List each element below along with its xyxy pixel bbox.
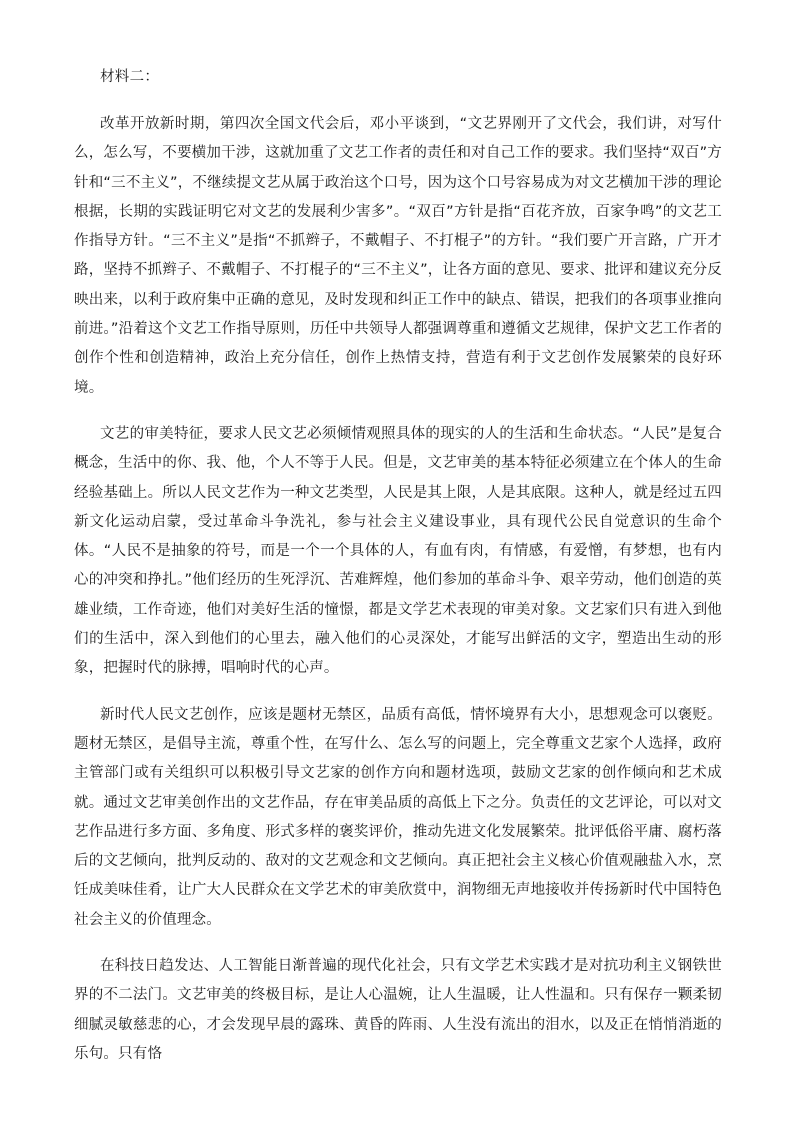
paragraph-2: 文艺的审美特征，要求人民文艺必须倾情观照具体的现实的人的生活和生命状态。“人民”是复合概念，生活中的你、我、他，个人不等于人民。但是，文艺审美的基本特征必须建立在个体人的生命经验基础上。所以人民文艺作为一种文艺类型，人民是其上限，人是其底限。这种人，就是经过五四新文化运动启蒙，受过革命斗争洗礼，参与社会主义建设事业，具有现代公民自觉意识的生命个体。“人民不是抽象的符号，而是一个一个具体的人，有血有肉，有情感，有爱憎，有梦想，也有内心的冲突和挣扎。”他们经历的生死浮沉、苦难辉煌，他们参加的革命斗争、艰辛劳动，他们创造的英雄业绩，工作奇迹，他们对美好生活的憧憬，都是文学艺术表现的审美对象。文艺家们只有进入到他们的生活中，深入到他们的心里去，融入他们的心灵深处，才能写出鲜活的文字，塑造出生动的形象，把握时代的脉搏，唱响时代的心声。 xyxy=(74,425,722,677)
paragraph-4: 在科技日趋发达、人工智能日渐普遍的现代化社会，只有文学艺术实践才是对抗功利主义钢铁世界的不二法门。文艺审美的终极目标，是让人心温婉，让人生温暖，让人性温和。只有保存一颗柔韧细腻灵敏慈悲的心，才会发现早晨的露珠、黄昏的阵雨、人生没有流出的泪水，以及正在悄悄消逝的乐句。只有恪 xyxy=(74,958,722,1062)
paragraph-1: 改革开放新时期，第四次全国文代会后，邓小平谈到，“文艺界刚开了文代会，我们讲，对写什么，怎么写，不要横加干涉，这就加重了文艺工作者的责任和对自己工作的要求。我们坚持“双百”方针和“三不主义”，不继续提文艺从属于政治这个口号，因为这个口号容易成为对文艺横加干涉的理论根据，长期的实践证明它对文艺的发展利少害多”。“双百”方针是指“百花齐放，百家争鸣”的文艺工作指导方针。“三不主义”是指“不抓辫子，不戴帽子、不打棍子”的方针。“我们要广开言路，广开才路，坚持不抓辫子、不戴帽子、不打棍子的“三不主义”，让各方面的意见、要求、批评和建议充分反映出来，以利于政府集中正确的意见，及时发现和纠正工作中的缺点、错误，把我们的各项事业推向前进。”沿着这个文艺工作指导原则，历任中共领导人都强调尊重和遵循文艺规律，保护文艺工作者的创作个性和创造精神，政治上充分信任，创作上热情支持，营造有利于文艺创作发展繁荣的良好环境。 xyxy=(74,116,722,396)
document-page xyxy=(74,62,722,1069)
paragraph-3: 新时代人民文艺创作，应该是题材无禁区，品质有高低，情怀境界有大小，思想观念可以褒贬。题材无禁区，是倡导主流，尊重个性，在写什么、怎么写的问题上，完全尊重文艺家个人选择，政府主管部门或有关组织可以积极引导文艺家的创作方向和题材选项，鼓励文艺家的创作倾向和艺术成就。通过文艺审美创作出的文艺作品，存在审美品质的高低上下之分。负责任的文艺评论，可以对文艺作品进行多方面、多角度、形式多样的褒奖评价，推动先进文化发展繁荣。批评低俗平庸、腐朽落后的文艺倾向，批判反动的、敌对的文艺观念和文艺倾向。真正把社会主义核心价值观融盐入水，烹饪成美味佳肴，让广大人民群众在文学艺术的审美欣赏中，润物细无声地接收并传扬新时代中国特色社会主义的价值理念。 xyxy=(74,706,722,928)
section-heading: 材料二： xyxy=(100,69,160,85)
